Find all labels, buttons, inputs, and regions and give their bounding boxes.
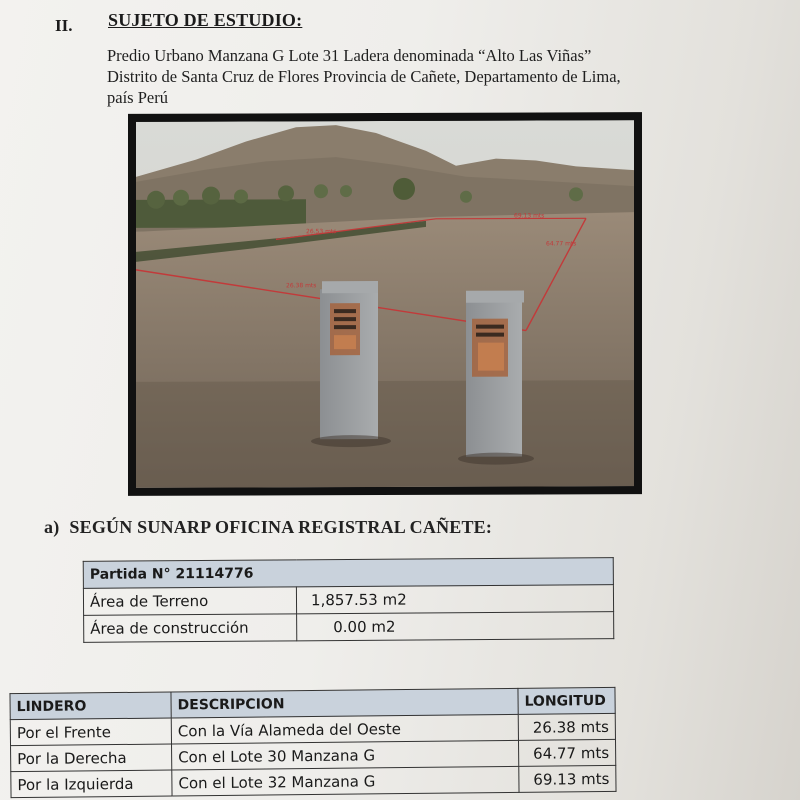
measure-label: 26.38 mts — [286, 282, 317, 290]
tree — [314, 184, 328, 198]
property-photo-image — [136, 120, 634, 488]
boundary-line — [436, 218, 586, 219]
table-row — [84, 612, 614, 643]
partida-header: Partida N° 21114776 — [83, 558, 613, 589]
registry-table — [83, 557, 615, 643]
longitud-cell: 69.13 mts — [519, 765, 616, 792]
measure-label: 26.53 mts — [306, 228, 337, 236]
row-label: Área de Terreno — [83, 587, 296, 615]
property-description — [107, 45, 707, 108]
boundary-table — [9, 687, 616, 798]
col-header-longitud: LONGITUD — [518, 687, 615, 714]
description-line: Predio Urbano Manzana G Lote 31 Ladera denominada “Alto Las Viñas” — [107, 46, 592, 65]
col-header-descripcion: DESCRIPCION — [171, 688, 518, 718]
longitud-cell: 64.77 mts — [518, 739, 615, 766]
description-line: país Perú — [107, 88, 168, 107]
tree — [460, 191, 472, 203]
measure-label: 69.13 mts — [514, 212, 545, 220]
tree — [340, 185, 352, 197]
section-number: II. — [55, 16, 73, 35]
descripcion-cell: Con el Lote 30 Manzana G — [172, 740, 519, 770]
tree — [202, 187, 220, 205]
subsection-letter: a) — [44, 517, 60, 537]
row-value: 1,857.53 m2 — [296, 585, 613, 614]
col-header-lindero: LINDERO — [10, 692, 171, 720]
table-row — [11, 765, 616, 797]
longitud-cell: 26.38 mts — [518, 713, 615, 740]
lindero-cell: Por la Derecha — [11, 744, 172, 772]
tree — [393, 178, 415, 200]
subsection-heading — [44, 517, 492, 538]
section-title: SUJETO DE ESTUDIO: — [108, 10, 303, 30]
descripcion-cell: Con el Lote 32 Manzana G — [172, 766, 519, 796]
table-row — [83, 585, 613, 616]
measure-label: 64.77 mts — [546, 240, 577, 248]
tree — [234, 189, 248, 203]
tree — [147, 191, 165, 209]
descripcion-cell: Con la Vía Alameda del Oeste — [171, 714, 518, 744]
lindero-cell: Por el Frente — [10, 718, 171, 746]
description-line: Distrito de Santa Cruz de Flores Provincia de Cañete, Departamento de Lima, — [107, 67, 621, 86]
row-label: Área de construcción — [84, 614, 297, 642]
boundary-post-right — [466, 291, 524, 457]
row-value: 0.00 m2 — [297, 612, 614, 641]
tree — [569, 187, 583, 201]
property-photo — [128, 112, 642, 496]
boundary-post-left — [320, 281, 378, 439]
tree — [173, 190, 189, 206]
subsection-title: SEGÚN SUNARP OFICINA REGISTRAL CAÑETE: — [69, 517, 493, 537]
lindero-cell: Por la Izquierda — [11, 770, 172, 798]
tree — [278, 185, 294, 201]
